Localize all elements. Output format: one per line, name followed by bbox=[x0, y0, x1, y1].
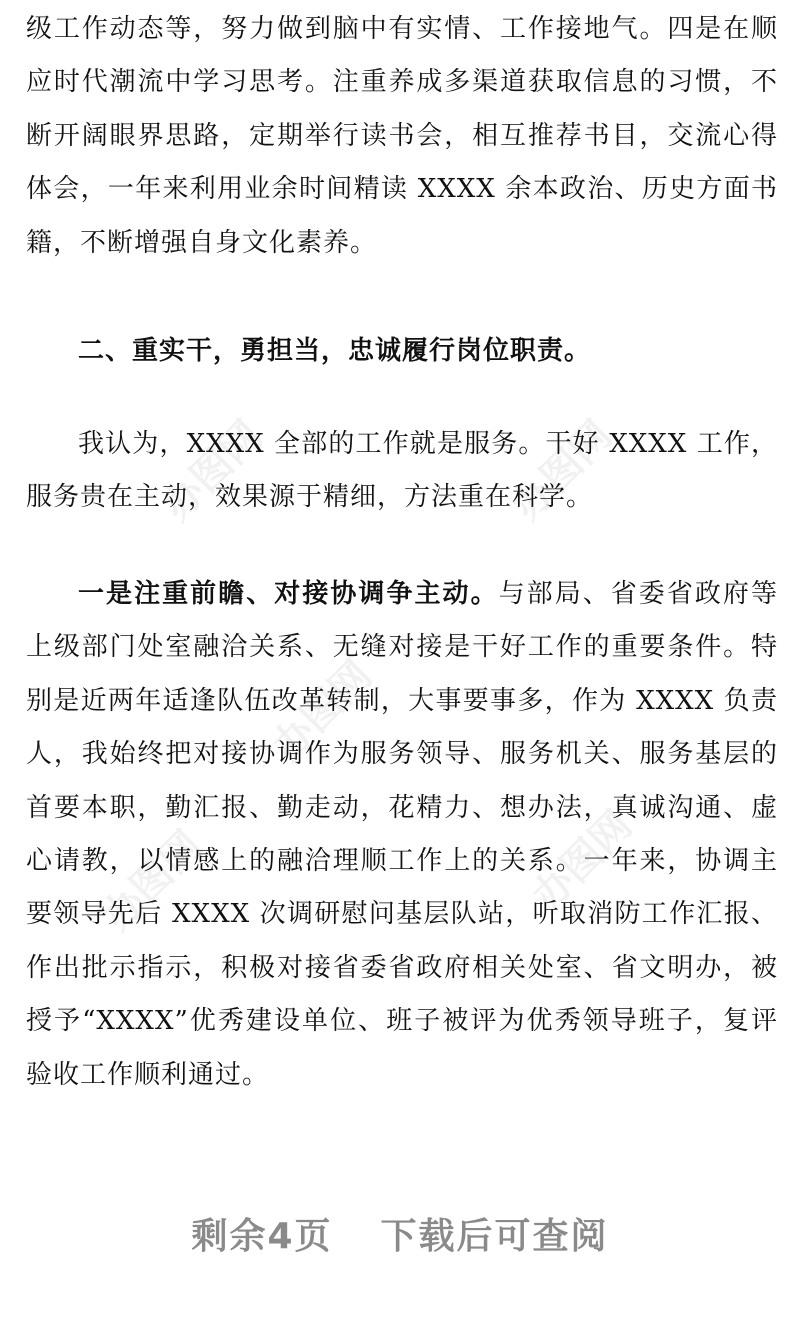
paragraph-first-point bbox=[26, 568, 778, 1102]
watermark: 办图网 bbox=[523, 802, 642, 920]
watermark: 办图网 bbox=[93, 822, 212, 940]
paragraph-service: 我认为，XXXX 全部的工作就是服务。干好 XXXX 工作，服务贵在主动，效果源于精细，方法重在科学。 bbox=[26, 429, 778, 513]
watermark: 办图网 bbox=[153, 412, 272, 530]
paragraph-body: 与部局、省委省政府等上级部门处室融洽关系、无缝对接是干好工作的重要条件。特别是近两年适逢队伍改革转制，大事要事多，作为 XXXX 负责人，我始终把对接协调作为服务领导、服务机关、服务基层的首要本职，勤汇报、勤走动，花精力、想办法，真诚沟通、虚心请教，以情感上的融洽理顺工作上的关系。一年来，协调主要领导先后 XXXX 次调研慰问基层队站，听取消防工作汇报、作出批示指示，积极对接省委省政府相关处室、省文明办，被授予“XXXX”优秀建设单位、班子被评为优秀领导班子，复评验收工作顺利通过。 bbox=[26, 579, 778, 1090]
download-to-view-label: 下载后可查阅 bbox=[380, 1216, 609, 1257]
watermark: 办图网 bbox=[503, 412, 622, 530]
paragraph-intro: 级工作动态等，努力做到脑中有实情、工作接地气。四是在顺应时代潮流中学习思考。注重养成多渠道获取信息的习惯，不断开阔眼界思路，定期举行读书会，相互推荐书目，交流心得体会，一年来利用业余时间精读 XXXX 余本政治、历史方面书籍，不断增强自身文化素养。 bbox=[26, 14, 778, 258]
paragraph-lead-phrase: 一是注重前瞻、对接协调争主动。 bbox=[78, 579, 499, 609]
section-heading: 二、重实干，勇担当，忠诚履行岗位职责。 bbox=[78, 336, 592, 366]
watermark: 办图网 bbox=[263, 652, 382, 770]
remaining-pages-label: 剩余4页 bbox=[191, 1216, 333, 1257]
download-prompt[interactable] bbox=[0, 1208, 800, 1259]
